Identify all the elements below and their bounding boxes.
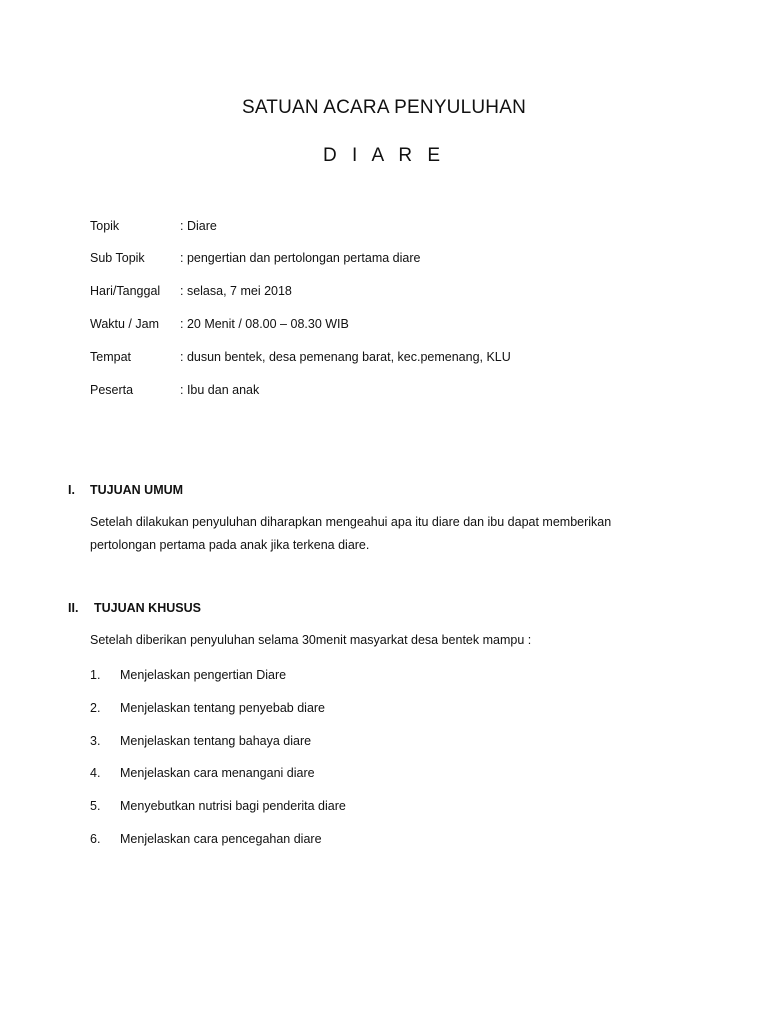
info-label: Waktu / Jam	[90, 317, 159, 331]
list-text: Menyebutkan nutrisi bagi penderita diare	[120, 799, 346, 813]
info-label: Hari/Tanggal	[90, 284, 161, 298]
info-value: : selasa, 7 mei 2018	[180, 284, 292, 298]
section-number: II.	[68, 601, 79, 615]
list-text: Menjelaskan pengertian Diare	[120, 668, 287, 682]
section-title: TUJUAN KHUSUS	[94, 601, 201, 615]
info-value: : 20 Menit / 08.00 – 08.30 WIB	[180, 317, 349, 331]
info-label: Peserta	[90, 383, 134, 397]
document-subtitle: D I A R E	[322, 145, 446, 166]
list-text: Menjelaskan cara menangani diare	[120, 766, 315, 780]
info-value: : pengertian dan pertolongan pertama diare	[180, 251, 421, 265]
list-number: 6.	[90, 832, 101, 846]
list-number: 1.	[90, 668, 101, 682]
list-text: Menjelaskan cara pencegahan diare	[120, 832, 322, 846]
tujuan-umum-paragraph: Setelah dilakukan penyuluhan diharapkan mengeahui apa itu diare dan ibu dapat memberikan pertolongan pertama pada anak jika terkena diare.	[90, 515, 612, 552]
list-text: Menjelaskan tentang bahaya diare	[120, 734, 312, 748]
list-text: Menjelaskan tentang penyebab diare	[120, 701, 326, 715]
document-title: SATUAN ACARA PENYULUHAN	[241, 97, 527, 118]
section-title: TUJUAN UMUM	[90, 483, 184, 497]
info-label: Sub Topik	[90, 251, 145, 265]
tujuan-khusus-intro: Setelah diberikan penyuluhan selama 30menit masyarkat desa bentek mampu :	[90, 633, 532, 647]
info-label: Topik	[90, 219, 120, 233]
list-number: 5.	[90, 799, 101, 813]
info-value: : Diare	[180, 219, 217, 233]
info-label: Tempat	[90, 350, 131, 364]
list-number: 4.	[90, 766, 101, 780]
info-value: : dusun bentek, desa pemenang barat, kec.pemenang, KLU	[180, 350, 511, 364]
section-number: I.	[68, 483, 75, 497]
list-number: 2.	[90, 701, 101, 715]
info-value: : Ibu dan anak	[180, 383, 260, 397]
list-number: 3.	[90, 734, 101, 748]
